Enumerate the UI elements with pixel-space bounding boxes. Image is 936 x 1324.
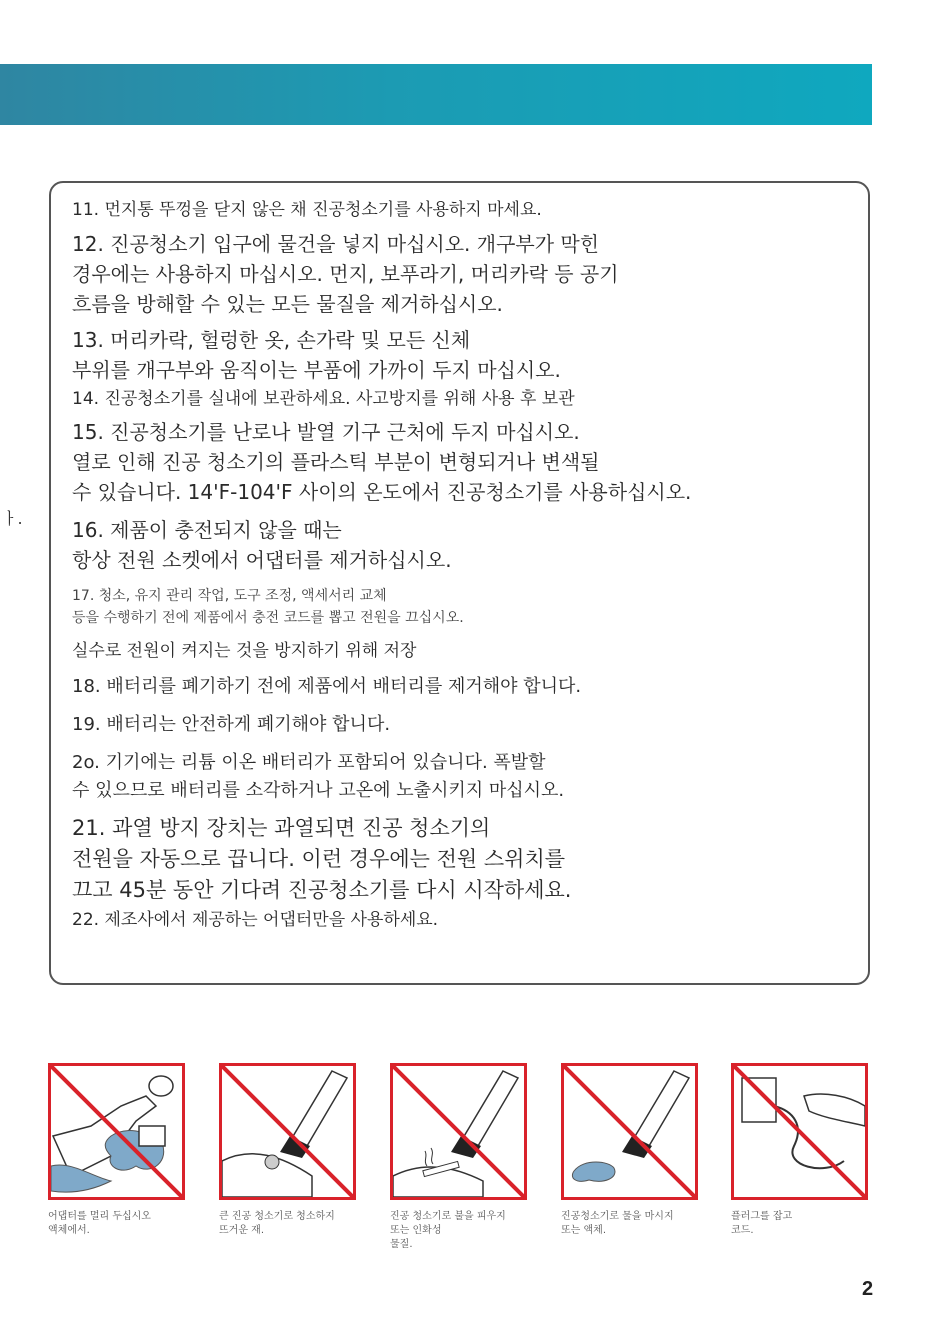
warning-item-11: 11. 먼지통 뚜껑을 닫지 않은 채 진공청소기를 사용하지 마세요. [72, 200, 542, 220]
warning-item-19: 19. 배터리는 안전하게 폐기해야 합니다. [72, 714, 391, 735]
warning-item-22: 22. 제조사에서 제공하는 어댑터만을 사용하세요. [72, 910, 439, 930]
prohibition-card-water [48, 1063, 183, 1238]
prohibition-card-hot-ash [219, 1063, 354, 1238]
icon-caption: 진공청소기로 물을 마시지 또는 액체. [561, 1211, 674, 1236]
prohibition-card-smoking [390, 1063, 525, 1252]
warning-item-12: 12. 진공청소기 입구에 물건을 넣지 마십시오. 개구부가 막힌 경우에는 사용하지 마십시오. 먼지, 보푸라기, 머리카락 등 공기 흐름을 방해할 수 있는 모든 물질을 제거하십시오. [72, 232, 619, 316]
safety-warning-list [72, 198, 862, 932]
icon-caption: 큰 진공 청소기로 청소하지 뜨거운 재. [219, 1211, 335, 1236]
warning-item-16: 16. 제품이 충전되지 않을 때는 항상 전원 소켓에서 어댑터를 제거하십시오. [72, 518, 452, 572]
prohibition-card-cord [731, 1063, 866, 1238]
header-color-band [0, 64, 872, 125]
warning-item-20: 2o. 기기에는 리튬 이온 배터리가 포함되어 있습니다. 폭발할 수 있으므로 배터리를 소각하거나 고온에 노출시키지 마십시오. [72, 752, 565, 801]
no-liquid-icon [561, 1063, 698, 1200]
no-smoking-debris-icon [390, 1063, 527, 1200]
prohibition-card-liquid [561, 1063, 696, 1238]
warning-item-15: 15. 진공청소기를 난로나 발열 기구 근처에 두지 마십시오. 열로 인해 진공 청소기의 플라스틱 부분이 변형되거나 변색될 수 있습니다. 14'F-104'F 사이의 온도에서 진공청소기를 사용하십시오. [72, 420, 692, 504]
warning-item-21: 21. 과열 방지 장치는 과열되면 진공 청소기의 전원을 자동으로 끕니다. 이런 경우에는 전원 스위치를 끄고 45분 동안 기다려 진공청소기를 다시 시작하세요. [72, 816, 572, 902]
warning-item-17-note: 실수로 전원이 켜지는 것을 방지하기 위해 저장 [72, 641, 417, 661]
stray-text-fragment: ㅏ. [2, 509, 23, 528]
icon-caption: 플러그를 잡고 코드. [731, 1211, 793, 1236]
warning-item-17: 17. 청소, 유지 관리 작업, 도구 조정, 액세서리 교체 등을 수행하기 전에 제품에서 충전 코드를 뽑고 전원을 끄십시오. [72, 588, 464, 626]
page-number: 2 [862, 1278, 874, 1300]
no-hot-ash-icon [219, 1063, 356, 1200]
no-water-icon [48, 1063, 185, 1200]
warning-item-18: 18. 배터리를 폐기하기 전에 제품에서 배터리를 제거해야 합니다. [72, 676, 582, 697]
no-pull-cord-icon [731, 1063, 868, 1200]
warning-item-14: 14. 진공청소기를 실내에 보관하세요. 사고방지를 위해 사용 후 보관 [72, 389, 575, 409]
icon-caption: 어댑터를 멀리 두십시오 액체에서. [48, 1211, 151, 1236]
warning-item-13: 13. 머리카락, 헐렁한 옷, 손가락 및 모든 신체 부위를 개구부와 움직이는 부품에 가까이 두지 마십시오. [72, 328, 561, 382]
icon-caption: 진공 청소기로 불을 피우지 또는 인화성 물질. [390, 1211, 506, 1250]
prohibition-icon-row [0, 1063, 936, 1263]
